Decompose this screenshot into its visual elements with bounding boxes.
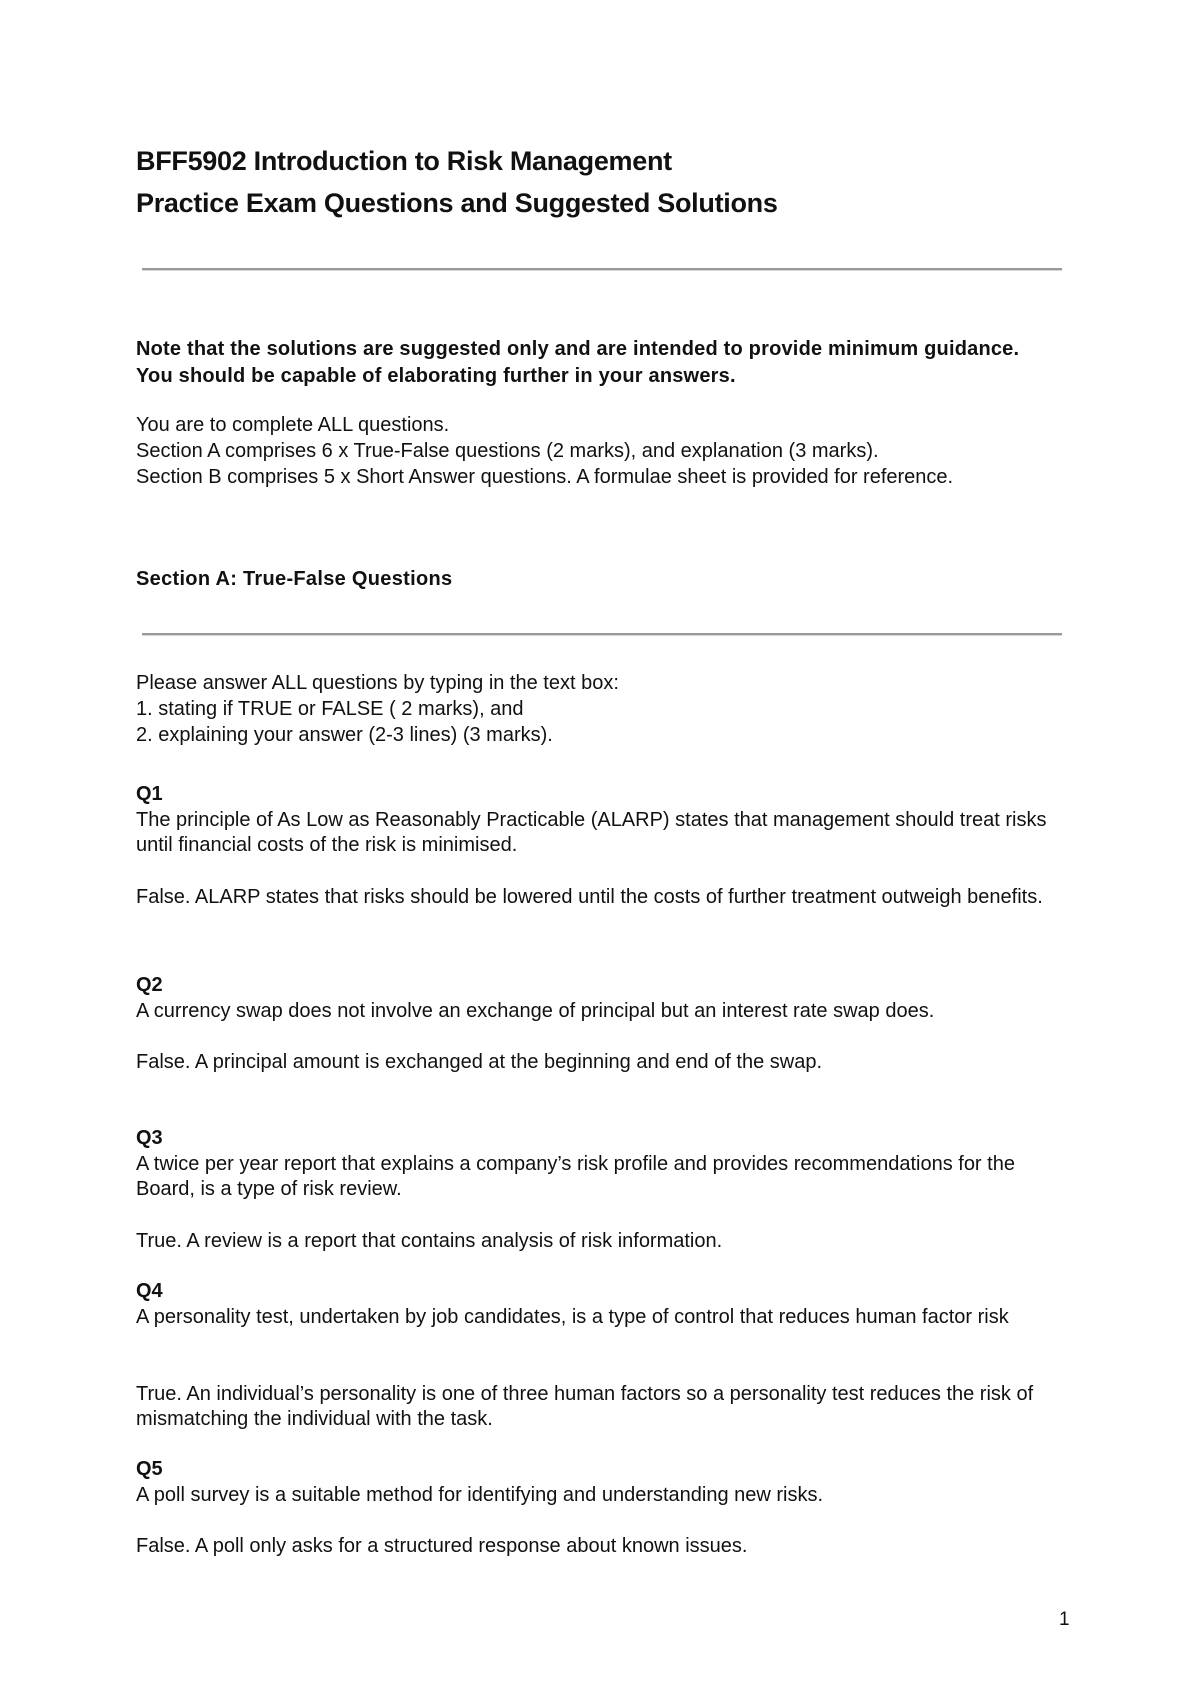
question-label: Q5 (136, 1458, 163, 1480)
question-text: A personality test, undertaken by job candidates, is a type of control that reduces human factor risk (136, 1306, 1009, 1328)
page-number: 1 (1059, 1609, 1070, 1630)
section-a-instruction-line-2: 1. stating if TRUE or FALSE ( 2 marks), and (136, 698, 524, 720)
document-subtitle: Practice Exam Questions and Suggested Solutions (136, 188, 778, 218)
horizontal-rule-top (142, 268, 1062, 271)
solutions-note: Note that the solutions are suggested only and are intended to provide minimum guidance. You should be capable of elaborating further in your answers. (136, 338, 1020, 387)
question-answer: True. An individual’s personality is one of three human factors so a personality test reduces the risk of mismatching the individual with the task. (136, 1383, 1034, 1430)
document-title: BFF5902 Introduction to Risk Management (136, 146, 672, 176)
instruction-line-2: Section A comprises 6 x True-False questions (2 marks), and explanation (3 marks). (136, 440, 879, 462)
section-a-instruction-line-1: Please answer ALL questions by typing in the text box: (136, 672, 619, 694)
question-label: Q2 (136, 974, 163, 996)
section-a-heading: Section A: True-False Questions (136, 568, 453, 590)
question-label: Q1 (136, 783, 163, 805)
exam-instructions (136, 412, 1066, 490)
question-text: The principle of As Low as Reasonably Practicable (ALARP) states that management should treat risks until financial costs of the risk is minimised. (136, 809, 1047, 856)
section-a-instructions (136, 670, 1066, 748)
instruction-line-3: Section B comprises 5 x Short Answer questions. A formulae sheet is provided for reference. (136, 466, 954, 488)
question-answer: True. A review is a report that contains analysis of risk information. (136, 1230, 723, 1252)
question-label: Q4 (136, 1280, 163, 1302)
question-text: A poll survey is a suitable method for identifying and understanding new risks. (136, 1484, 824, 1506)
question-label: Q3 (136, 1127, 163, 1149)
section-a-instruction-line-3: 2. explaining your answer (2-3 lines) (3 marks). (136, 724, 553, 746)
question-answer: False. ALARP states that risks should be lowered until the costs of further treatment outweigh benefits. (136, 886, 1043, 908)
question-text: A twice per year report that explains a company’s risk profile and provides recommendations for the Board, is a type of risk review. (136, 1153, 1015, 1200)
question-answer: False. A principal amount is exchanged at the beginning and end of the swap. (136, 1051, 823, 1073)
question-text: A currency swap does not involve an exchange of principal but an interest rate swap does. (136, 1000, 935, 1022)
horizontal-rule-section-a (142, 633, 1062, 636)
question-answer: False. A poll only asks for a structured response about known issues. (136, 1535, 748, 1557)
instruction-line-1: You are to complete ALL questions. (136, 414, 450, 436)
